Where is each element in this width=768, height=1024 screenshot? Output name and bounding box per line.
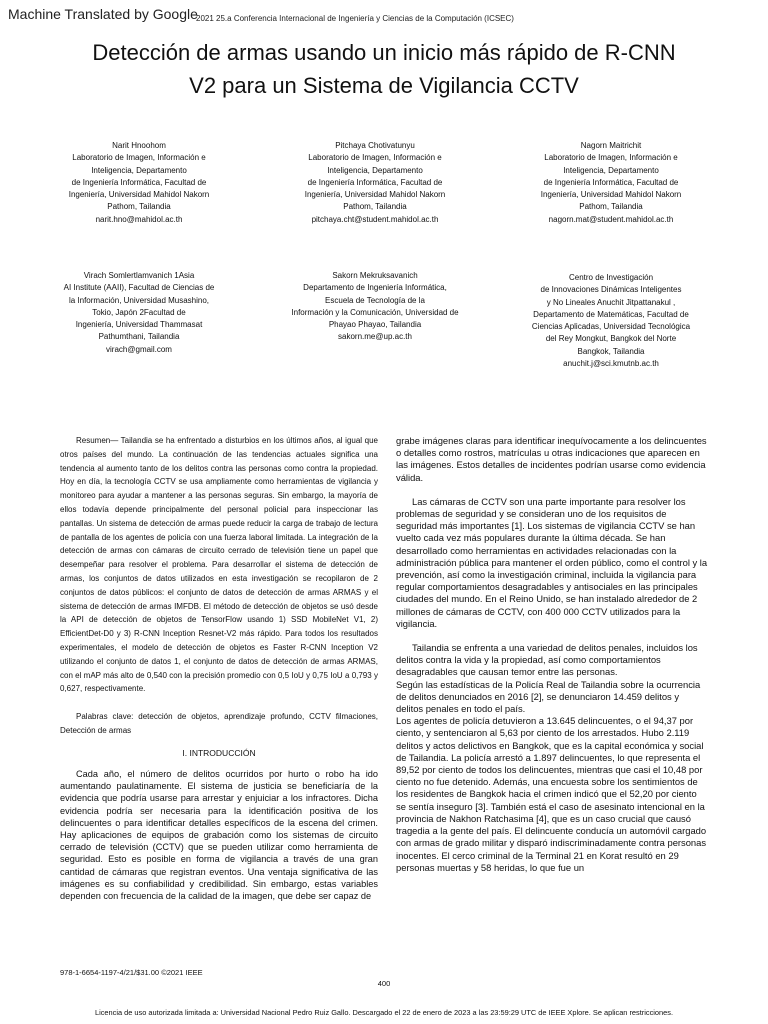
- keywords: [60, 710, 378, 738]
- keywords-text: Palabras clave: detección de objetos, aprendizaje profundo, CCTV filmaciones, Detección de armas: [60, 712, 378, 735]
- section-heading-introduction: I. INTRODUCCIÓN: [182, 748, 256, 758]
- paragraph-4: Según las estadísticas de la Policía Real de Tailandia sobre la ocurrencia de delitos denunciados en 2016 [2], se denunciaron 14.459 delitos y delitos penales en todo el país.: [396, 678, 701, 715]
- abstract-text: Resumen— Tailandia se ha enfrentado a disturbios en los últimos años, al igual que otros países del mundo. La continuación de las tendencias actuales significa una tendencia al aumento tanto de los delitos contra las personas como contra la propiedad. Hoy en día, la tecnología CCTV se usa ampliamente como herramientas de vigilancia y monitoreo para ayudar a mantener a las personas seguras. Sin embargo, la mayoría de ellos todavía depende principalmente del personal policial para inspeccionar las pantallas. Un sistema de detección de armas puede reducir la carga de trabajo de lectura de pantalla de los agentes de policía con una fuerza laboral limitada. La integración de la detección de armas con cámaras de circuito cerrado de televisión tiene un papel que desempeñar para resolver el problema. Para desarrollar el sistema de detección de armas, los conjuntos de datos utilizados en esta investigación se recopilaron de 2 conjuntos de datos públicos: el conjunto de datos de detección de armas ARMAS y el sistema de detección de armas IMFDB. El método de detección de objetos se usó desde la API de detección de objetos de TensorFlow usando 1) SSD MobileNet V1, 2) EfficientDet-D0 y 3) R-CNN Inception Resnet-V2 más rápido. Para todos los resultados experimentales, el modelo de detección de objetos es Faster R-CNN Inception V2 utilizando el conjunto de datos 1, el conjunto de datos de detección de armas ARMAS, con el mAP más alto de 0,540 con la precisión promedio con 0,5 IoU y 0,75 IoU a 0,793 y 0,627, respectivamente.: [60, 436, 378, 694]
- introduction: [60, 768, 378, 902]
- paper-title: [0, 36, 768, 102]
- title-line-1: Detección de armas usando un inicio más rápido de R-CNN: [92, 40, 676, 65]
- author-block-4: Virach Somlertlamvanich 1Asia AI Institute (AAII), Facultad de Ciencias de la Información, Universidad Musashino, Tokio, Japón 2Facultad de Ingeniería, Universidad Thammasat Pathumthani, Tailandia virach@gmail.com: [14, 270, 264, 356]
- author-name: Nagorn Maitrichit: [580, 141, 642, 150]
- author-name: Pitchaya Chotivatunyu: [335, 141, 415, 150]
- author-email: virach@gmail.com: [106, 344, 172, 354]
- author-block-2: Pitchaya Chotivatunyu Laboratorio de Imagen, Información e Inteligencia, Departamento de Ingeniería Informática, Facultad de Ingeniería, Universidad Mahidol Nakorn Pathom, Tailandia pitchaya.cht@student.mahidol.ac.th: [250, 140, 500, 226]
- author-name: Centro de Investigación: [568, 273, 654, 282]
- paragraph-3: Tailandia se enfrenta a una variedad de delitos penales, incluidos los delitos contra la vida y la propiedad, así como comportamientos desagradables que causan temor entre las personas.: [396, 642, 698, 678]
- author-name: Sakorn Mekruksavanich: [332, 271, 418, 280]
- author-email: narit.hno@mahidol.ac.th: [95, 214, 183, 224]
- paragraph-5: Los agentes de policía detuvieron a 13.645 delincuentes, o el 94,37 por ciento, y sentenciaron al 5,63 por ciento de los arrestados. Hubo 2.119 delitos y actos delictivos en Bangkok, que es la capital económica y social de Tailandia. La policía arrestó a 1.897 delincuentes, lo que representa el 89,52 por ciento de todos los delincuentes, mientras que casi el 10,48 por ciento no fue detenido. Además, una encuesta sobre los sentimientos de los residentes de Bangkok hacia el crimen indicó que el 52,20 por ciento se sentía inseguro [3]. También está el caso de asesinato intencional en la provincia de Nakhon Ratchasima [4], que es un caso crucial que causó tragedia a la gente del país. El delincuente conducía un automóvil cargado con armas de grado militar y disparó indiscriminadamente contra personas inocentes. El cerco criminal de la Terminal 21 en Korat resultó en 29 personas muertas y 58 heridas, lo que fue un: [396, 715, 707, 873]
- author-block-1: Narit Hnoohom Laboratorio de Imagen, Información e Inteligencia, Departamento de Ingeniería Informática, Facultad de Ingeniería, Universidad Mahidol Nakorn Pathom, Tailandia narit.hno@mahidol.ac.th: [14, 140, 264, 226]
- conference-header: 2021 25.a Conferencia Internacional de Ingeniería y Ciencias de la Computación (ICSEC): [196, 14, 514, 23]
- page-number: 400: [377, 979, 391, 988]
- author-email: anuchit.j@sci.kmutnb.ac.th: [563, 359, 659, 369]
- author-block-3: Nagorn Maitrichit Laboratorio de Imagen, Información e Inteligencia, Departamento de Ingeniería Informática, Facultad de Ingeniería, Universidad Mahidol Nakorn Pathom, Tailandia nagorn.mat@student.mahidol.ac.th: [486, 140, 736, 226]
- author-name: Narit Hnoohom: [112, 141, 166, 150]
- author-block-5: Sakorn Mekruksavanich Departamento de Ingeniería Informática, Escuela de Tecnología de la Información y la Comunicación, Universidad de Phayao Phayao, Tailandia sakorn.me@up.ac.th: [250, 270, 500, 344]
- author-block-6: Centro de Investigación de Innovaciones Dinámicas Inteligentes y No Lineales Anuchit Jitpattanakul , Departamento de Matemáticas, Facultad de Ciencias Aplicadas, Universidad Tecnológica del Rey Mongkut, Bangkok del Norte Bangkok, Tailandia anuchit.j@sci.kmutnb.ac.th: [486, 272, 736, 370]
- author-email: nagorn.mat@student.mahidol.ac.th: [548, 214, 674, 224]
- intro-text: Cada año, el número de delitos ocurridos por hurto o robo ha ido aumentando paulatinamente. El sistema de justicia se beneficiaría de la evidencia que podría usarse para arrestar y enjuiciar a los infractores. Dicha evidencia podría ser necesaria para la identificación positiva de los delincuentes o para identificar detalles específicos de la escena del crimen. Hay aplicaciones de equipos de grabación como los sistemas de circuito cerrado de televisión (CCTV) que se pueden utilizar como herramienta de seguridad. Esto es posible en forma de vigilancia a través de una gran cantidad de cámaras que registran eventos. Una ventaja significativa de las imágenes es su confiabilidad y credibilidad. Sin embargo, estas variables dependen con frecuencia de la calidad de la imagen, que debe ser capaz de: [60, 769, 378, 902]
- license-notice: Licencia de uso autorizada limitada a: Universidad Nacional Pedro Ruiz Gallo. Descargado el 22 de enero de 2023 a las 23:59:29 UTC de IEEE Xplore. Se aplican restricciones.: [94, 1008, 674, 1017]
- author-email: pitchaya.cht@student.mahidol.ac.th: [311, 214, 439, 224]
- right-column: [396, 435, 708, 874]
- title-line-2: V2 para un Sistema de Vigilancia CCTV: [189, 73, 579, 98]
- machine-translated-banner: Machine Translated by Google: [8, 6, 198, 22]
- paragraph-1: grabe imágenes claras para identificar inequívocamente a los delincuentes o detalles como rostros, matrículas u otras indicaciones que aparecen en las imágenes. Estos detalles de incidentes podrían usarse como evidencia válida.: [396, 435, 707, 483]
- author-email: sakorn.me@up.ac.th: [338, 332, 412, 342]
- paragraph-2: Las cámaras de CCTV son una parte importante para resolver los problemas de seguridad y se consideran uno de los requisitos de seguridad más importantes [1]. Los sistemas de vigilancia CCTV se han vuelto cada vez más populares durante la última década. Se han desarrollado como herramientas en actividades relacionadas con la administración pública para mantener el orden público, como el control y la prevención, así como la investigación criminal, incluida la vigilancia para regular comportamientos desagradables y antisociales en las principales ciudades del mundo. En el Reino Unido, se han instalado alrededor de 2 millones de cámaras de CCTV, con 400 000 CCTV utilizados para la vigilancia.: [396, 495, 708, 629]
- author-name: Virach Somlertlamvanich 1Asia: [83, 271, 195, 280]
- abstract: [60, 434, 378, 696]
- isbn-line: 978-1-6654-1197-4/21/$31.00 ©2021 IEEE: [60, 968, 203, 977]
